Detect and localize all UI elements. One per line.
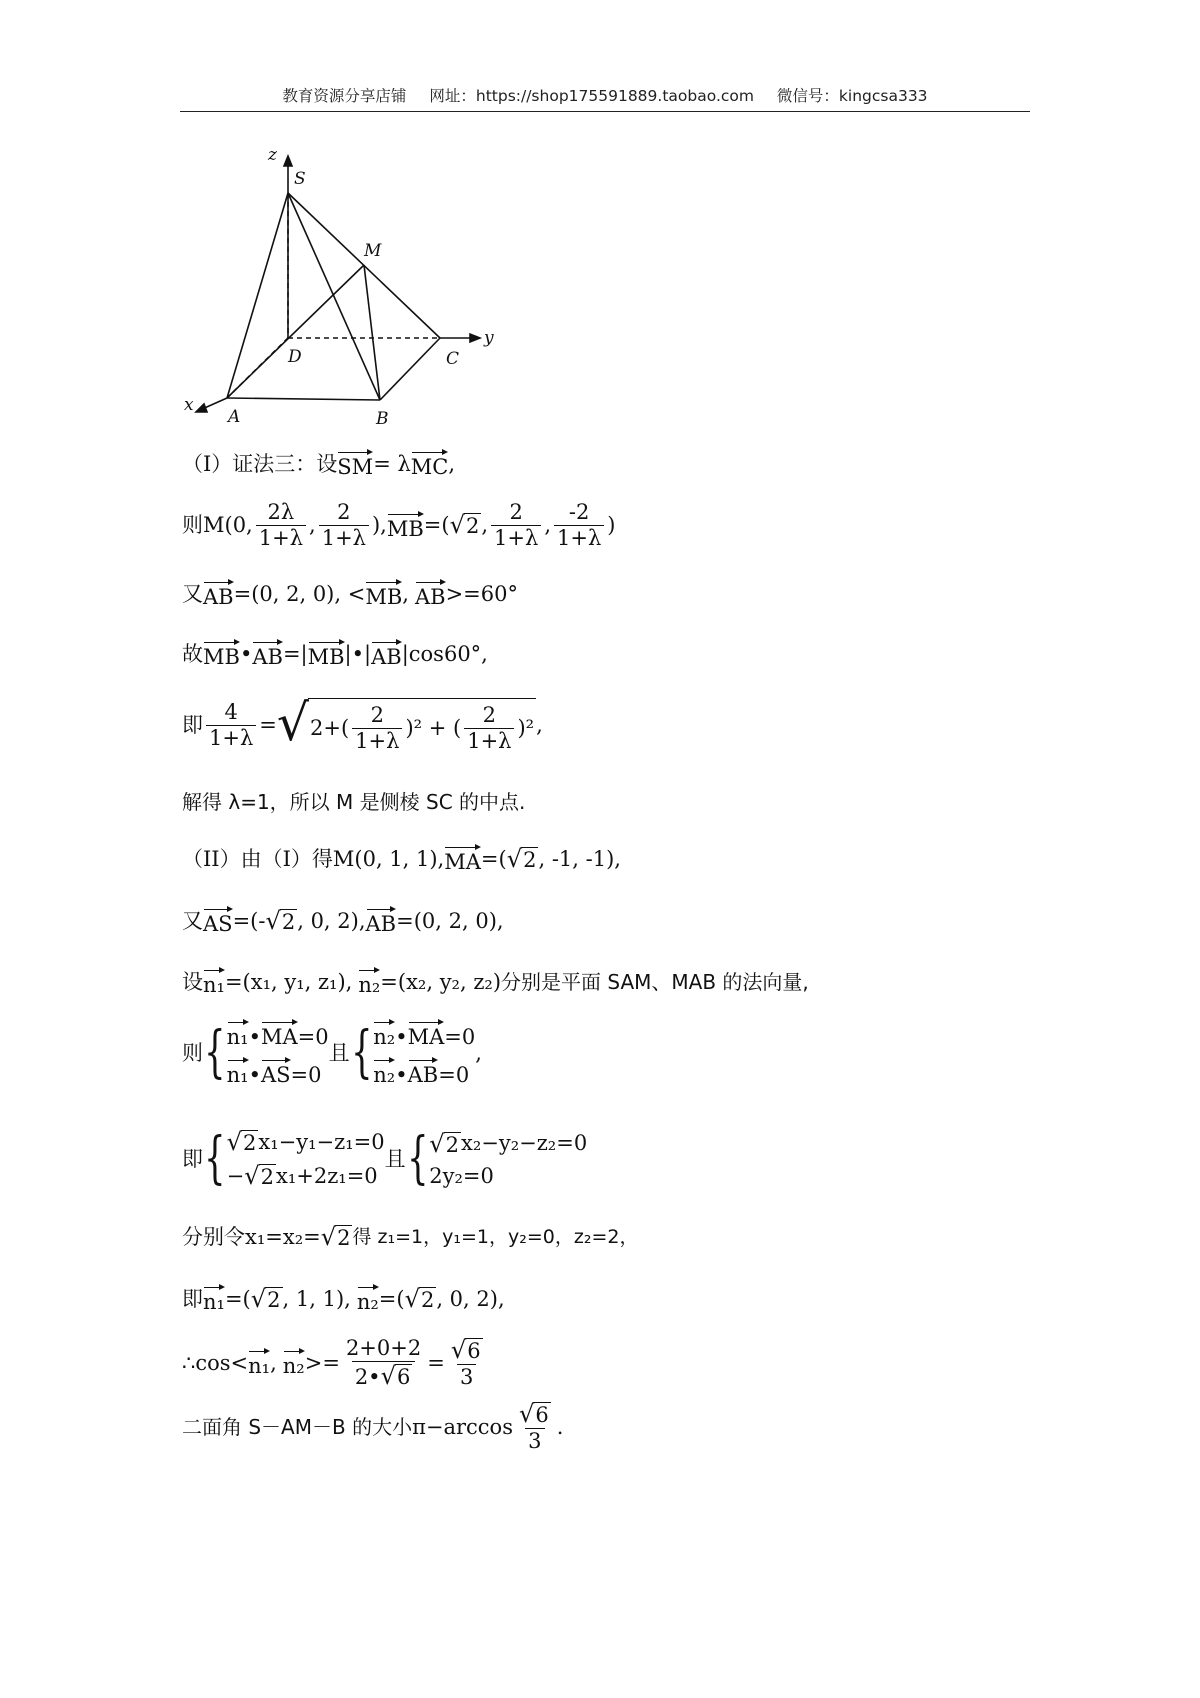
text: , [270, 1350, 277, 1375]
proof-line-9 [182, 968, 809, 996]
fraction [491, 502, 541, 549]
vector-MA: MA [408, 1020, 445, 1048]
vector-n2: n₂ [357, 1285, 379, 1313]
vector-MB: MB [365, 580, 402, 608]
text: 且 [384, 1146, 406, 1171]
left-brace: { [406, 1126, 429, 1192]
text: =( [224, 1286, 251, 1311]
radicand: 2 [465, 514, 480, 539]
vector-AS: AS [203, 907, 233, 935]
text: , [475, 1040, 482, 1065]
radicand: 2 [420, 1287, 435, 1312]
equation-system [429, 1129, 588, 1188]
shop-url[interactable]: 网址：https://shop175591889.taobao.com [429, 87, 754, 105]
sqrt: √ 6 [380, 1362, 411, 1390]
text: x₁−y₁−z₁=0 [258, 1129, 385, 1154]
vector-AB: AB [203, 580, 234, 608]
vector-n1: n₁ [227, 1058, 249, 1086]
sqrt: √ 2 [404, 1284, 435, 1313]
vector-AB: AB [415, 580, 446, 608]
text: )² + ( [405, 716, 462, 740]
vector-MB: MB [203, 640, 240, 668]
vector-n2: n₂ [283, 1349, 305, 1377]
numerator: 2 [482, 703, 497, 727]
label-z: z [268, 148, 277, 165]
vector-MB: MB [308, 640, 345, 668]
denominator: 1+λ [464, 728, 514, 752]
text: 2y₂=0 [429, 1163, 494, 1188]
sqrt: √ 2 [265, 906, 296, 935]
proof-line-1 [182, 450, 455, 478]
radicand: 2 [445, 1132, 459, 1157]
denominator: 1+λ [491, 525, 541, 549]
sqrt: √ 2 [226, 1128, 257, 1156]
text: ), [371, 513, 387, 537]
vector-AB: AB [371, 640, 402, 668]
text: ) [607, 513, 616, 537]
proof-line-4 [182, 640, 488, 668]
proof-line-5 [182, 693, 543, 753]
text: =(0, 2, 0), [396, 908, 504, 933]
text: =0 [290, 1063, 322, 1087]
text: x₁=x₂= [245, 1224, 321, 1249]
text: （I）证法三：设 [182, 451, 338, 476]
proof-line-13 [182, 1285, 505, 1313]
proof-line-10 [182, 1020, 482, 1086]
radicand: 2 [243, 1131, 257, 1155]
fraction [343, 1338, 424, 1388]
text: 2• [354, 1365, 381, 1389]
denominator: 1+λ [319, 525, 369, 549]
edge-MB [364, 265, 380, 400]
proof-line-3 [182, 580, 518, 608]
equation-system [226, 1128, 385, 1191]
text: , [448, 451, 456, 476]
text: =0 [444, 1025, 476, 1049]
radicand: 6 [467, 1339, 481, 1363]
text: 设 [182, 969, 203, 994]
text: , 0, 2), [297, 908, 366, 933]
numerator: 2+0+2 [345, 1336, 422, 1360]
numerator [516, 1402, 554, 1428]
text: x₁+2z₁=0 [276, 1163, 378, 1188]
vector-n1: n₁ [203, 968, 225, 996]
vector-n1: n₁ [227, 1020, 249, 1048]
wechat-id: 微信号：kingcsa333 [776, 87, 928, 105]
denominator: 1+λ [256, 525, 306, 549]
edge-BC [380, 338, 440, 400]
vector-MA: MA [261, 1020, 298, 1048]
text: ∴cos< [182, 1350, 249, 1375]
numerator: 2 [337, 500, 351, 524]
shop-name: 教育资源分享店铺 [282, 87, 407, 105]
denominator: 1+λ [352, 728, 402, 752]
pyramid-figure [180, 148, 500, 428]
fraction [256, 502, 306, 549]
label-D: D [288, 347, 302, 367]
radicand: 2 [267, 1287, 281, 1312]
z-axis-arrow [284, 156, 292, 166]
vector-n1: n₁ [248, 1349, 270, 1377]
denominator: 1+λ [206, 725, 256, 749]
left-brace: { [204, 1126, 226, 1192]
sqrt: √ 2+( $\frac{2}{1+\lambda}$ )² + ( $\frac{2}{1+\lambda}$ )² [276, 693, 535, 753]
proof-line-6 [182, 792, 525, 812]
page-header [180, 84, 1030, 106]
text: =(x₂, y₂, z₂) [380, 969, 502, 994]
text: （II）由（I）得M(0, 1, 1), [182, 846, 445, 871]
radicand: 6 [396, 1365, 411, 1389]
text: 分别是平面 SAM、MAB 的法向量, [501, 970, 809, 994]
label-A: A [228, 407, 241, 427]
fraction [516, 1402, 554, 1452]
text: 且 [328, 1040, 350, 1065]
radicand: 2 [337, 1226, 351, 1250]
text: 则 [182, 1040, 203, 1065]
fraction [319, 502, 369, 549]
text: >=60° [445, 581, 518, 606]
text: , [536, 712, 543, 737]
numerator: 2 [370, 703, 384, 727]
fraction [554, 502, 604, 549]
text: |•| [344, 641, 372, 666]
text: =( [480, 846, 507, 871]
proof-line-7 [182, 845, 621, 873]
text: 分别令 [182, 1224, 245, 1249]
label-M: M [364, 241, 382, 261]
vector-n2: n₂ [358, 968, 380, 996]
sqrt: √ 2 [449, 511, 480, 540]
text: • [239, 641, 253, 666]
sqrt: √ 2 [429, 1129, 459, 1158]
vector-SM: SM [337, 450, 373, 478]
header-divider [180, 111, 1030, 112]
left-brace: { [350, 1020, 373, 1085]
radicand: 2 [281, 909, 296, 934]
proof-line-2: 则M(0, $\frac{2\lambda}{1+\lambda}$ , $\frac{2}{1+\lambda}$ ), MB =( √ 2 , $\frac{2}{1+\lambda}$ , $\frac{-2}{1+\lambda}$ ) [182, 500, 616, 550]
equation-system: n₂•MA=0 n₂•AB=0 [373, 1020, 475, 1086]
left-brace: { [204, 1020, 226, 1085]
text: 二面角 S－AM－B 的大小 [182, 1415, 413, 1440]
fraction [448, 1338, 486, 1388]
text: 即 [182, 1286, 203, 1311]
proof-line-14 [182, 1338, 489, 1388]
numerator [448, 1338, 486, 1364]
text: =( [423, 513, 450, 537]
vector-AB: AB [408, 1058, 439, 1086]
text: |cos60°, [401, 641, 488, 666]
radicand: 2 [523, 847, 537, 872]
proof-line-15 [182, 1402, 563, 1452]
text: )² [517, 716, 535, 740]
text: >= [304, 1350, 340, 1375]
sqrt: √ 2 [506, 844, 537, 873]
text: = [259, 712, 277, 737]
sqrt: √ 2 [244, 1162, 275, 1191]
vector-AS: AS [261, 1058, 291, 1086]
edge-AB [227, 398, 380, 400]
vector-n2: n₂ [373, 1058, 395, 1086]
text: =0 [297, 1025, 329, 1049]
denominator: 3 [457, 1364, 476, 1388]
denominator: 1+λ [554, 525, 604, 549]
label-C: C [446, 349, 460, 369]
numerator: 4 [224, 699, 238, 724]
x-axis-arrow [196, 404, 207, 412]
text: 解得 λ=1，所以 M 是侧棱 SC 的中点. [182, 790, 526, 814]
proof-line-11 [182, 1126, 588, 1192]
numerator: 2λ [267, 500, 295, 524]
text: − [226, 1163, 245, 1188]
fraction [352, 705, 402, 752]
vector-AB: AB [252, 640, 283, 668]
text: 又 [182, 581, 203, 606]
vector-AB: AB [366, 907, 397, 935]
text: 即 [182, 712, 203, 737]
text: , -1, -1), [538, 846, 621, 871]
radicand: 6 [535, 1403, 549, 1427]
label-y: y [484, 328, 494, 348]
label-B: B [376, 409, 389, 428]
text: 故 [182, 641, 203, 666]
text: =(- [232, 908, 266, 933]
fraction [464, 705, 514, 752]
y-axis-arrow [470, 334, 480, 342]
text: 则M(0, [182, 513, 253, 537]
text: 即 [182, 1146, 203, 1171]
text: , [402, 581, 409, 606]
text: =( [378, 1286, 405, 1311]
vector-n2: n₂ [373, 1020, 395, 1048]
text: . [556, 1414, 564, 1439]
label-x: x [184, 395, 194, 415]
vector-n1: n₁ [203, 1285, 225, 1313]
text: 2+( [310, 716, 350, 740]
edge-SB [288, 193, 380, 400]
text: =(0, 2, 0), < [233, 581, 366, 606]
fraction [206, 699, 256, 750]
text: π−arccos [412, 1414, 513, 1439]
label-S: S [294, 169, 306, 189]
radicand: 2 [260, 1165, 275, 1190]
text: 又 [182, 908, 203, 933]
vector-MB: MB [387, 512, 424, 540]
denominator [352, 1361, 416, 1388]
sqrt: √ 2 [320, 1223, 351, 1251]
text: 得 z₁=1，y₁=1，y₂=0，z₂=2， [352, 1225, 639, 1248]
numerator: 2 [509, 500, 523, 524]
sqrt: √ 6 [518, 1400, 549, 1428]
sqrt: √ 2 [250, 1284, 281, 1313]
equation-system: n₁•MA=0 n₁•AS=0 [227, 1020, 329, 1086]
proof-line-8 [182, 907, 504, 935]
text: =0 [438, 1063, 470, 1087]
text: =(x₁, y₁, z₁), [224, 969, 353, 994]
text: =| [282, 641, 308, 666]
text: , 1, 1), [282, 1286, 351, 1311]
vector-MC: MC [411, 450, 449, 478]
edge-SA [227, 193, 288, 398]
numerator: -2 [568, 500, 590, 524]
denominator: 3 [525, 1428, 544, 1452]
proof-line-12 [182, 1225, 638, 1249]
sqrt: √ 6 [450, 1336, 481, 1364]
text: = λ [373, 451, 411, 476]
text: = [427, 1350, 445, 1375]
text: x₂−y₂−z₂=0 [461, 1131, 588, 1156]
vector-MA: MA [444, 845, 481, 873]
text: , 0, 2), [436, 1286, 505, 1311]
